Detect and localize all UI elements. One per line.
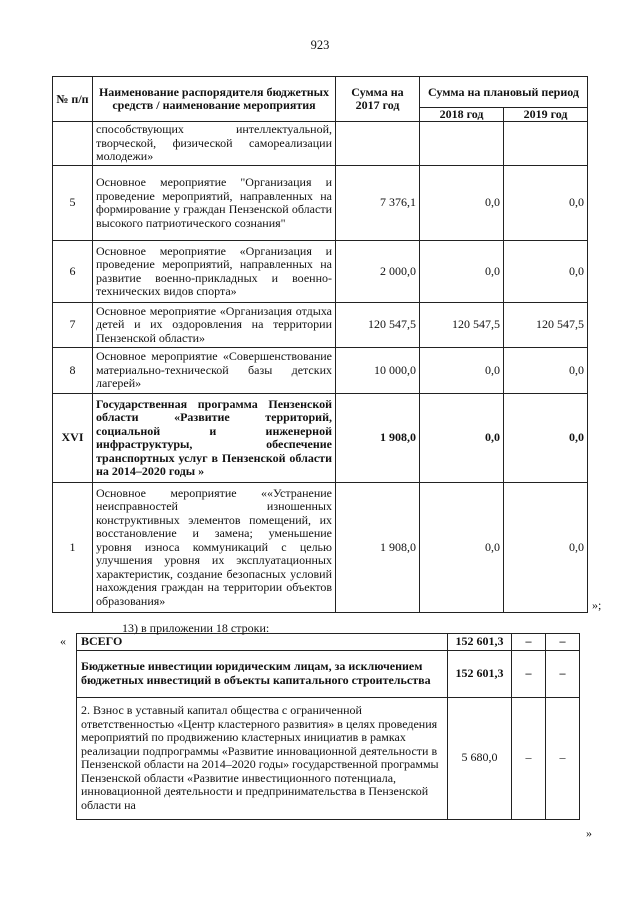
row-value: 152 601,3: [448, 650, 512, 697]
row-c1: –: [512, 650, 546, 697]
row-num: 1: [53, 483, 93, 613]
row-2018: 0,0: [420, 241, 504, 303]
row-2018: 0,0: [420, 394, 504, 483]
row-desc: Государственная программа Пензенской области «Развитие территорий, социальной и инженерной инфраструктуры, обеспечение транспортных услуг в Пензенской области на 2014–2020 годы »: [93, 394, 336, 483]
table-row: [53, 303, 588, 348]
table-row: [53, 241, 588, 303]
row-desc: Основное мероприятие ««Устранение неисправностей изношенных конструктивных элементов помещений, их восстановление и замена; уменьшение уровня износа коммуникаций с целью улучшения уровня их эксплуатационных характеристик, создание безопасных условий нахождения граждан на территории объектов образования»: [93, 483, 336, 613]
row-desc: Основное мероприятие "Организация и проведение мероприятий, направленных на формирование у граждан Пензенской области высокого патриотического сознания": [93, 166, 336, 241]
row-2019: 120 547,5: [504, 303, 588, 348]
row-desc: Основное мероприятие «Совершенствование материально-технической базы детских лагерей»: [93, 348, 336, 394]
row-2017: [336, 122, 420, 166]
header-sum-2017: Сумма на 2017 год: [336, 77, 420, 122]
closing-quote-semicolon: »;: [592, 598, 602, 612]
row-c2: –: [546, 697, 580, 819]
table-row: [53, 122, 588, 166]
row-2019: 0,0: [504, 166, 588, 241]
row-num: [53, 122, 93, 166]
row-2019: 0,0: [504, 348, 588, 394]
header-name: Наименование распорядителя бюджетных средств / наименование мероприятия: [93, 77, 336, 122]
row-desc: Основное мероприятие «Организация отдыха детей и их оздоровления на территории Пензенской области»: [93, 303, 336, 348]
header-2018: 2018 год: [420, 108, 504, 122]
table-row: [53, 483, 588, 613]
table-row: [53, 166, 588, 241]
row-desc: способствующих интеллектуальной, творческой, физической самореализации молодежи»: [93, 122, 336, 166]
row-2018: 0,0: [420, 166, 504, 241]
amendment-intro: 13) в приложении 18 строки:: [122, 621, 270, 635]
row-2018: 0,0: [420, 483, 504, 613]
row-value: 152 601,3: [448, 634, 512, 651]
row-2017: 1 908,0: [336, 394, 420, 483]
row-num: 8: [53, 348, 93, 394]
row-2019: 0,0: [504, 483, 588, 613]
opening-quote: «: [60, 634, 66, 648]
row-c1: –: [512, 697, 546, 819]
row-num: 7: [53, 303, 93, 348]
table-row-program: [53, 394, 588, 483]
row-2018: 120 547,5: [420, 303, 504, 348]
page-number: 923: [310, 38, 330, 52]
row-2017: 1 908,0: [336, 483, 420, 613]
row-2017: 7 376,1: [336, 166, 420, 241]
table-row: [77, 697, 580, 819]
row-2017: 2 000,0: [336, 241, 420, 303]
row-2019: 0,0: [504, 241, 588, 303]
row-num: 6: [53, 241, 93, 303]
header-num: № п/п: [53, 77, 93, 122]
row-value: 5 680,0: [448, 697, 512, 819]
appendix-table: [76, 633, 580, 820]
table-row-total: [77, 634, 580, 651]
row-desc: 2. Взнос в уставный капитал общества с ограниченной ответственностью «Центр кластерного развития» в целях проведения мероприятий по продвижению кластерных инициатив в рамках реализации подпрограммы «Развитие инновационной деятельности в Пензенской области на 2014–2020 годы» государственной программы Пензенской области «Развитие инвестиционного потенциала, инновационной деятельности и предпринимательства в Пензенской области на: [77, 697, 448, 819]
row-2017: 10 000,0: [336, 348, 420, 394]
header-2019: 2019 год: [504, 108, 588, 122]
row-desc: Бюджетные инвестиции юридическим лицам, за исключением бюджетных инвестиций в объекты капитального строительства: [77, 650, 448, 697]
row-2019: [504, 122, 588, 166]
row-c2: –: [546, 650, 580, 697]
row-2018: [420, 122, 504, 166]
row-2018: 0,0: [420, 348, 504, 394]
budget-table: [52, 76, 588, 613]
row-2017: 120 547,5: [336, 303, 420, 348]
table-row: [53, 348, 588, 394]
row-num: 5: [53, 166, 93, 241]
closing-quote: »: [586, 826, 592, 840]
row-c2: –: [546, 634, 580, 651]
row-desc: ВСЕГО: [77, 634, 448, 651]
row-num: XVI: [53, 394, 93, 483]
table-row: [77, 650, 580, 697]
row-c1: –: [512, 634, 546, 651]
row-2019: 0,0: [504, 394, 588, 483]
header-planned-period: Сумма на плановый период: [420, 77, 588, 108]
row-desc: Основное мероприятие «Организация и проведение мероприятий, направленных на развитие военно-прикладных и военно-технических видов спорта»: [93, 241, 336, 303]
